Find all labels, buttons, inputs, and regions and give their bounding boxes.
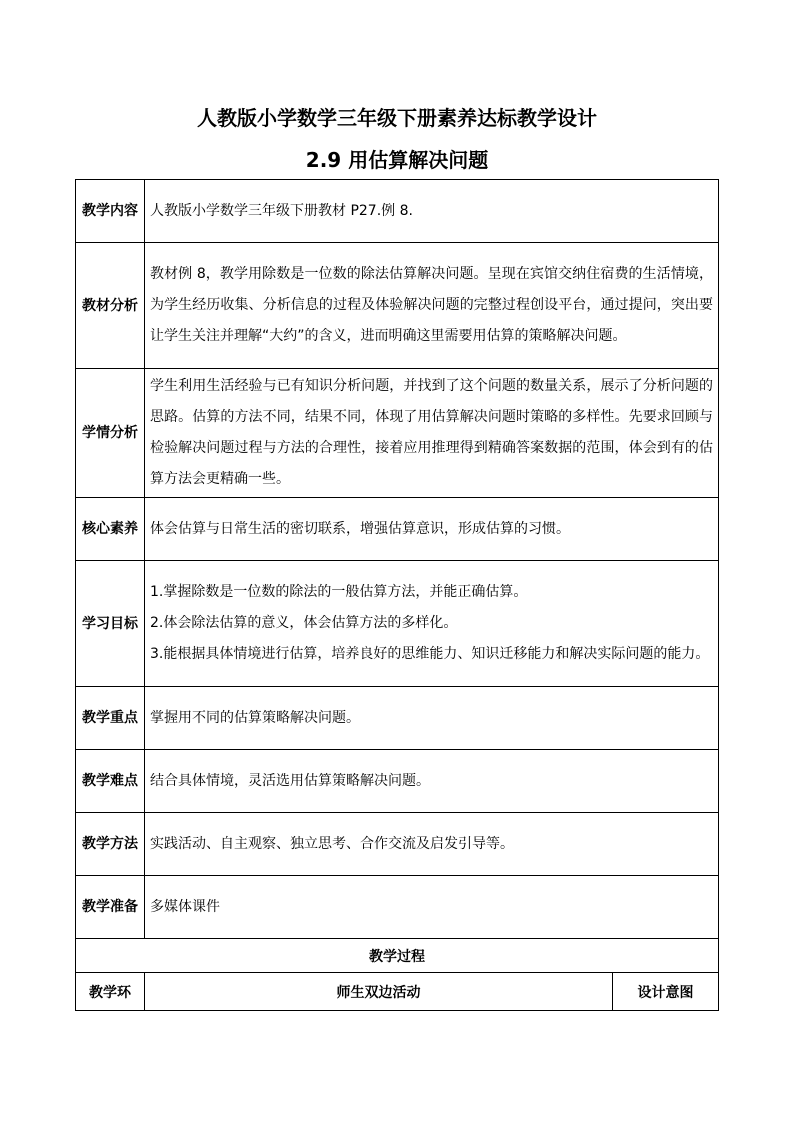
text-line: 学生利用生活经验与已有知识分析问题，并找到了这个问题的数量关系，展示了分析问题的思路。估算的方法不同，结果不同，体现了用估算解决问题时策略的多样性。先要求回顾与检验解决问题过程与方法的合理性，接着应用推理得到精确答案数据的范围，体会到有的估算方法会更精确一些。: [150, 378, 713, 487]
lesson-title: 2.9 用估算解决问题: [305, 148, 489, 172]
row-label: 学习目标: [76, 561, 145, 687]
document-title: 人教版小学数学三年级下册素养达标教学设计: [197, 106, 597, 130]
row-preparation: [76, 876, 719, 939]
col-activities: 师生双边活动: [145, 973, 613, 1011]
row-label: 教学内容: [76, 180, 145, 243]
text-line: 3.能根据具体情境进行估算，培养良好的思维能力、知识迁移能力和解决实际问题的能力。: [150, 646, 710, 662]
row-text: [145, 687, 719, 750]
row-student-analysis: [76, 369, 719, 498]
text-line: 2.体会除法估算的意义，体会估算方法的多样化。: [150, 615, 458, 631]
row-content: [76, 180, 719, 243]
row-label: 学情分析: [76, 369, 145, 498]
row-process-header: [76, 939, 719, 973]
row-text: [145, 561, 719, 687]
row-difficulties: [76, 750, 719, 813]
row-text: [145, 180, 719, 243]
text-line: 结合具体情境，灵活选用估算策略解决问题。: [150, 772, 430, 789]
row-methods: [76, 813, 719, 876]
lesson-plan-table: [75, 179, 719, 1011]
row-text: [145, 750, 719, 813]
row-text: [145, 876, 719, 939]
text-line: 多媒体课件: [150, 898, 220, 915]
row-process-columns: [76, 973, 719, 1011]
row-text: [145, 243, 719, 369]
text-line: 1.掌握除数是一位数的除法的一般估算方法，并能正确估算。: [150, 584, 528, 600]
row-label: 核心素养: [76, 498, 145, 561]
row-label: 教学难点: [76, 750, 145, 813]
row-textbook-analysis: [76, 243, 719, 369]
row-text: [145, 498, 719, 561]
col-intent: 设计意图: [613, 973, 719, 1011]
row-learning-goals: [76, 561, 719, 687]
row-text: [145, 813, 719, 876]
row-label: 教学重点: [76, 687, 145, 750]
row-label: 教材分析: [76, 243, 145, 369]
text-line: 人教版小学数学三年级下册教材 P27.例 8.: [150, 202, 413, 219]
col-stage: 教学环: [76, 973, 145, 1011]
text-line: 掌握用不同的估算策略解决问题。: [150, 709, 360, 726]
text-line: 体会估算与日常生活的密切联系，增强估算意识，形成估算的习惯。: [150, 520, 570, 537]
text-line: 教材例 8，教学用除数是一位数的除法估算解决问题。呈现在宾馆交纳住宿费的生活情境，为学生经历收集、分析信息的过程及体验解决问题的完整过程创设平台，通过提问，突出要让学生关注并理解“大约”的含义，进而明确这里需要用估算的策略解决问题。: [150, 266, 713, 344]
row-core-literacy: [76, 498, 719, 561]
text-line: 实践活动、自主观察、独立思考、合作交流及启发引导等。: [150, 835, 514, 852]
row-text: [145, 369, 719, 498]
process-header: 教学过程: [76, 939, 719, 973]
row-label: 教学方法: [76, 813, 145, 876]
row-label: 教学准备: [76, 876, 145, 939]
row-key-points: [76, 687, 719, 750]
